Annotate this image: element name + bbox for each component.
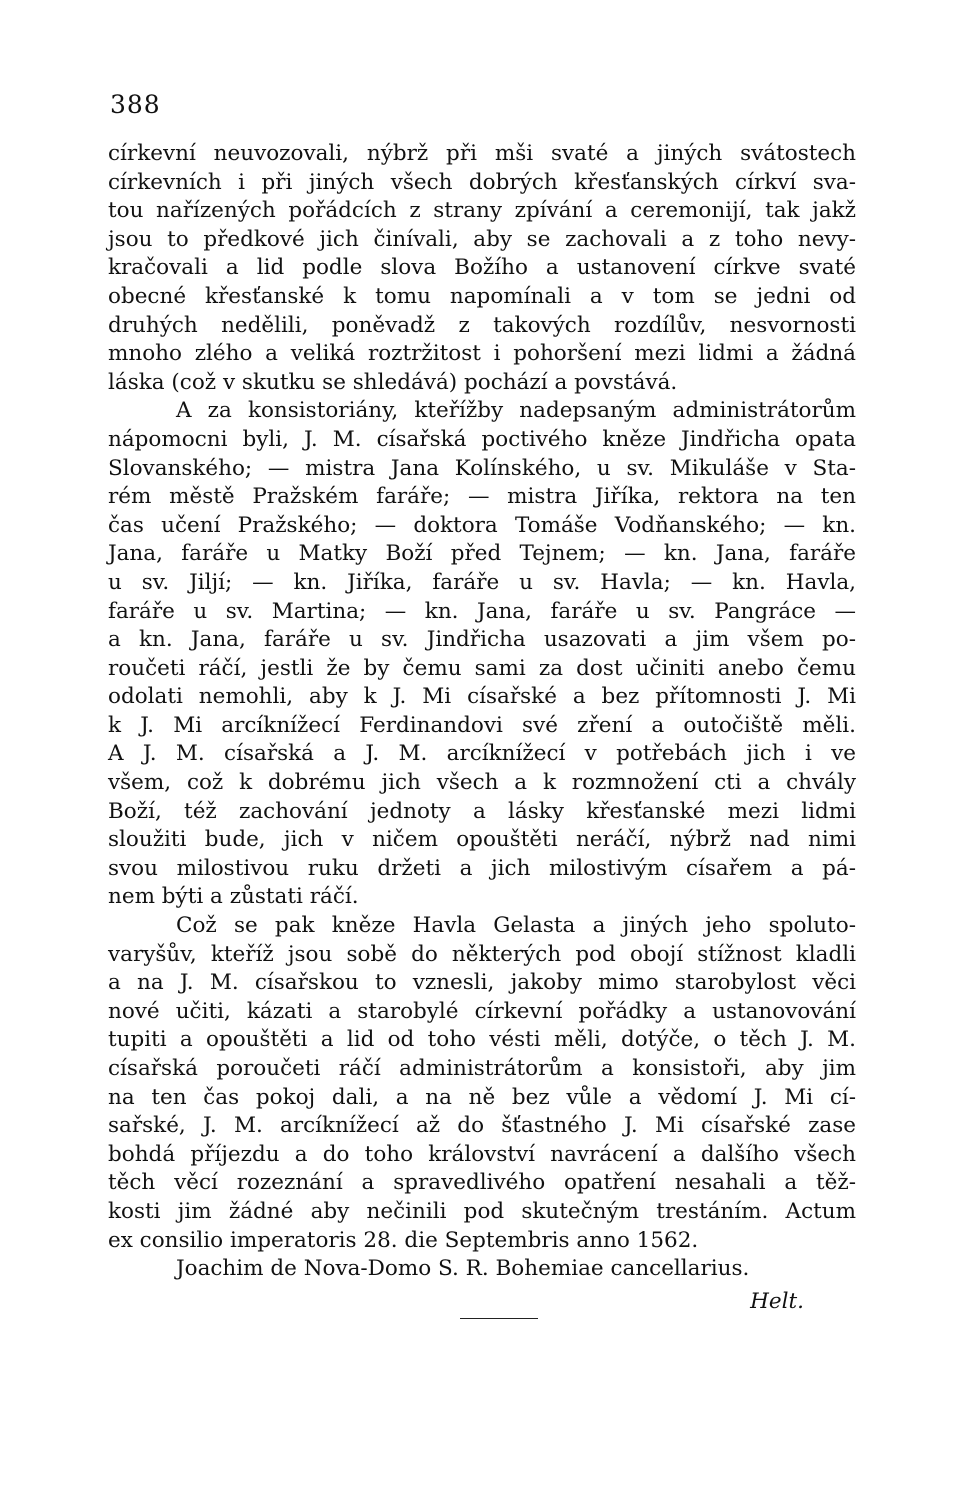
text-line: tupiti a opouštěti a lid od toho vésti měli, dotýče, o těch J. M. <box>108 1027 856 1053</box>
text-line: varyšův, kteříž jsou sobě do některých pod obojí stížnost kladli <box>108 941 856 967</box>
text-line: rém městě Pražském faráře; — mistra Jiříka, rektora na ten <box>108 484 856 510</box>
text-line: čas učení Pražského; — doktora Tomáše Vodňanského; — kn. <box>108 512 856 538</box>
text-line: bohdá příjezdu a do toho království navrácení a dalšího všech <box>108 1141 856 1167</box>
text-line: nem býti a zůstati ráčí. <box>108 884 359 910</box>
text-line: Boží, též zachování jednoty a lásky křesťanské mezi lidmi <box>108 798 856 824</box>
text-line: jsou to předkové jich činívali, aby se zachovali a z toho nevy- <box>108 226 856 252</box>
text-line: tou nařízených pořádcích z strany zpívání a ceremonijí, tak jakž <box>108 198 856 224</box>
page-number: 388 <box>110 90 161 119</box>
text-line: A J. M. císařská a J. M. arcíknížecí v potřebách jich i ve <box>108 741 856 767</box>
text-line: nápomocni byli, J. M. císařská poctivého kněze Jindřicha opata <box>108 426 856 452</box>
text-line: Slovanského; — mistra Jana Kolínského, u sv. Mikuláše v Sta- <box>108 455 856 481</box>
text-line: faráře u sv. Martina; — kn. Jana, faráře u sv. Pangráce — <box>108 598 856 624</box>
text-line: Což se pak kněze Havla Gelasta a jiných jeho spoluto- <box>176 913 856 939</box>
text-line: a na J. M. císařskou to vznesli, jakoby mimo starobylost věci <box>108 970 856 996</box>
closing-rule <box>460 1318 538 1319</box>
text-line: nové učiti, kázati a starobylé církevní pořádky a ustanovování <box>108 998 856 1024</box>
text-line: těch věcí rozeznání a spravedlivého opatření nesahali a těž- <box>108 1170 856 1196</box>
text-line: kosti jim žádné aby nečinili pod skutečným trestáním. Actum <box>108 1198 856 1224</box>
text-line: u sv. Jiljí; — kn. Jiříka, faráře u sv. Havla; — kn. Havla, <box>108 569 856 595</box>
text-line: všem, což k dobrému jich všech a k rozmnožení cti a chvály <box>108 770 856 796</box>
text-line: církevních i při jiných všech dobrých křesťanských církví sva- <box>108 169 856 195</box>
text-line: roučeti ráčí, jestli že by čemu sami za dost učiniti anebo čemu <box>108 655 856 681</box>
text-line: kračovali a lid podle slova Božího a ustanovení církve svaté <box>108 255 856 281</box>
text-line: Jana, faráře u Matky Boží před Tejnem; — kn. Jana, faráře <box>108 541 856 567</box>
text-line: císařská poroučeti ráčí administrátorům a konsistoři, aby jim <box>108 1056 856 1081</box>
text-line: sloužiti bude, jich v ničem opouštěti neráčí, nýbrž nad nimi <box>108 827 856 853</box>
text-line: svou milostivou ruku držeti a jich milostivým císařem a pá- <box>108 855 856 881</box>
body-text <box>108 140 856 1316</box>
text-line: na ten čas pokoj dali, a na ně bez vůle a vědomí J. Mi cí- <box>108 1084 856 1110</box>
text-line: druhých nedělili, poněvadž z takových rozdílův, nesvornosti <box>108 312 856 338</box>
text-line: k J. Mi arcíknížecí Ferdinandovi své zření a outočiště měli. <box>108 712 856 738</box>
text-line: sařské, J. M. arcíknížecí až do šťastného J. Mi císařské zase <box>108 1113 856 1139</box>
text-line: odolati nemohli, aby k J. Mi císařské a bez přítomnosti J. Mi <box>108 684 856 710</box>
text-line: láska (což v skutku se shledává) pochází a povstává. <box>108 369 678 395</box>
text-line: A za konsistoriány, kteřížby nadepsaným administrátorům <box>176 398 856 424</box>
signatory-line: Joachim de Nova-Domo S. R. Bohemiae cancellarius. <box>176 1256 750 1282</box>
text-line: obecné křesťanské k tomu napomínali a v tom se jedni od <box>108 283 856 309</box>
text-line: a kn. Jana, faráře u sv. Jindřicha usazovati a jim všem po- <box>108 627 856 653</box>
text-line: mnoho zlého a veliká roztržitost i pohoršení mezi lidmi a žádná <box>108 341 856 367</box>
signature: Helt. <box>750 1288 804 1314</box>
text-line: ex consilio imperatoris 28. die Septembris anno 1562. <box>108 1227 699 1253</box>
text-line: církevní neuvozovali, nýbrž při mši svaté a jiných svátostech <box>108 141 856 166</box>
